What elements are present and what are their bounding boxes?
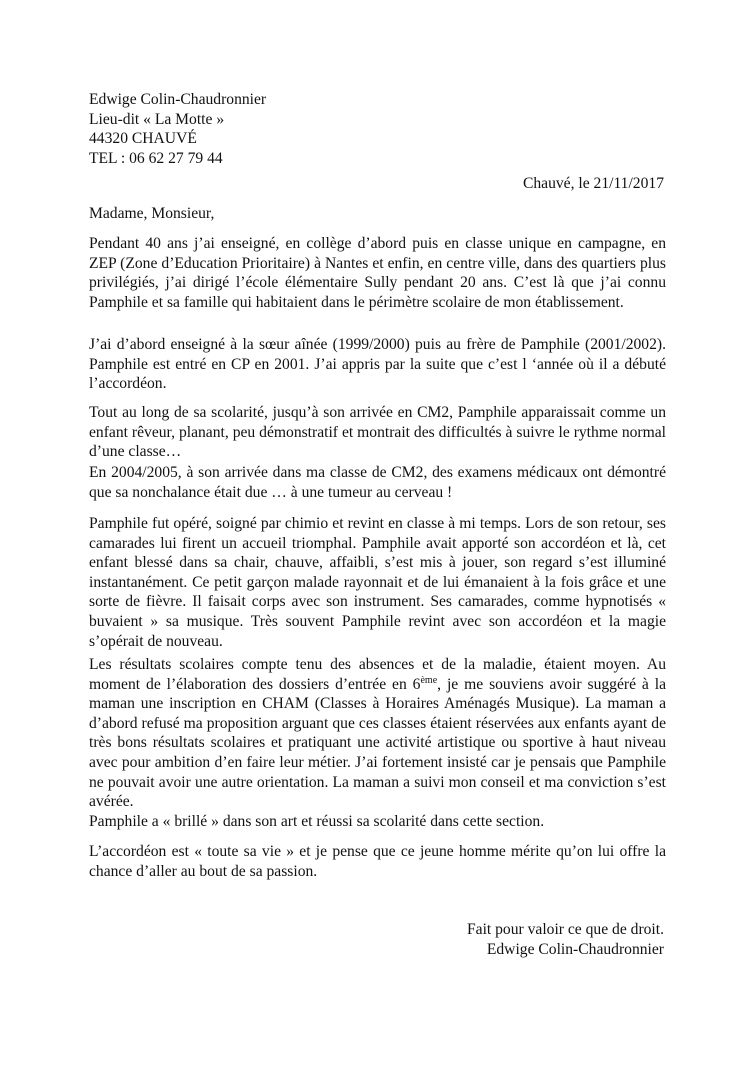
superscript-eme: ème [420, 674, 438, 686]
salutation: Madame, Monsieur, [89, 205, 215, 222]
paragraph-success: Pamphile a « brillé » dans son art et réussi sa scolarité dans cette section. [89, 813, 545, 830]
signature-name: Edwige Colin-Chaudronnier [486, 940, 664, 958]
paragraph-cham-text-start: Les résultats scolaires compte tenu des absences et de la maladie, étaient moyen. Au moment de l’élaboration des dossiers d’entrée en 6 [89, 656, 666, 693]
paragraph-cham [89, 655, 666, 812]
sender-block [89, 90, 266, 168]
paragraph-family: J’ai d’abord enseigné à la sœur aînée (1999/2000) puis au frère de Pamphile (2001/2002). Pamphile est entré en CP en 2001. J’ai appris par la suite que c’est l ‘année où il a débuté l’accordéon. [89, 336, 666, 393]
paragraph-diagnosis: En 2004/2005, à son arrivée dans ma classe de CM2, des examens médicaux ont démontré que sa nonchalance était due … à une tumeur au cerveau ! [89, 464, 666, 501]
date-line: Chauvé, le 21/11/2017 [522, 175, 664, 192]
paragraph-accordion-return: Pamphile fut opéré, soigné par chimio et revint en classe à mi temps. Lors de son retour, ses camarades lui firent un accueil triomphal. Pamphile avait apporté son accordéon et là, cet enfant blessé dans sa chair, chauve, affaibli, s’est mis à jouer, son regard s’est illuminé instantanément. Ce petit garçon malade rayonnait et de lui émanaient à la fois grâce et une sorte de fièvre. Il faisait corps avec son instrument. Ses camarades, comme hypnotisés « buvaient » sa musique. Très souvent Pamphile revint avec son accordéon et la magie s’opérait de nouveau. [89, 515, 666, 650]
paragraph-career: Pendant 40 ans j’ai enseigné, en collège d’abord puis en classe unique en campagne, en ZEP (Zone d’Education Prioritaire) à Nantes et enfin, en centre ville, dans des quartiers plus privilégiés, j’ai dirigé l’école élémentaire Sully pendant 20 ans. C’est là que j’ai connu Pamphile et sa famille qui habitaient dans le périmètre scolaire de mon établissement. [89, 235, 666, 311]
closing-block [467, 920, 664, 959]
paragraph-schooling: Tout au long de sa scolarité, jusqu’à son arrivée en CM2, Pamphile apparaissait comme un enfant rêveur, planant, peu démonstratif et montrait des difficultés à suivre le rythme normal d’une classe… [89, 404, 666, 461]
sender-address-line1: Lieu-dit « La Motte » [89, 110, 225, 128]
sender-name: Edwige Colin-Chaudronnier [89, 91, 267, 108]
paragraph-cham-text-end: , je me souviens avoir suggéré à la maman une inscription en CHAM (Classes à Horaires Aménagés Musique). La maman a d’abord refusé ma proposition arguant que ces classes étaient réservées aux enfants ayant de très bons résultats scolaires et pratiquant une activité artistique ou sportive à haut niveau avec pour ambition d’en faire leur métier. J’ai fortement insisté car je pensais que Pamphile ne pouvait avoir une autre orientation. La maman a suivi mon conseil et ma conviction s’est avérée. [89, 675, 666, 811]
sender-phone: TEL : 06 62 27 79 44 [89, 149, 223, 167]
closing-formula: Fait pour valoir ce que de droit. [466, 921, 664, 938]
sender-address-line2: 44320 CHAUVÉ [89, 130, 197, 148]
paragraph-passion: L’accordéon est « toute sa vie » et je pense que ce jeune homme mérite qu’on lui offre la chance d’aller au bout de sa passion. [89, 843, 666, 880]
